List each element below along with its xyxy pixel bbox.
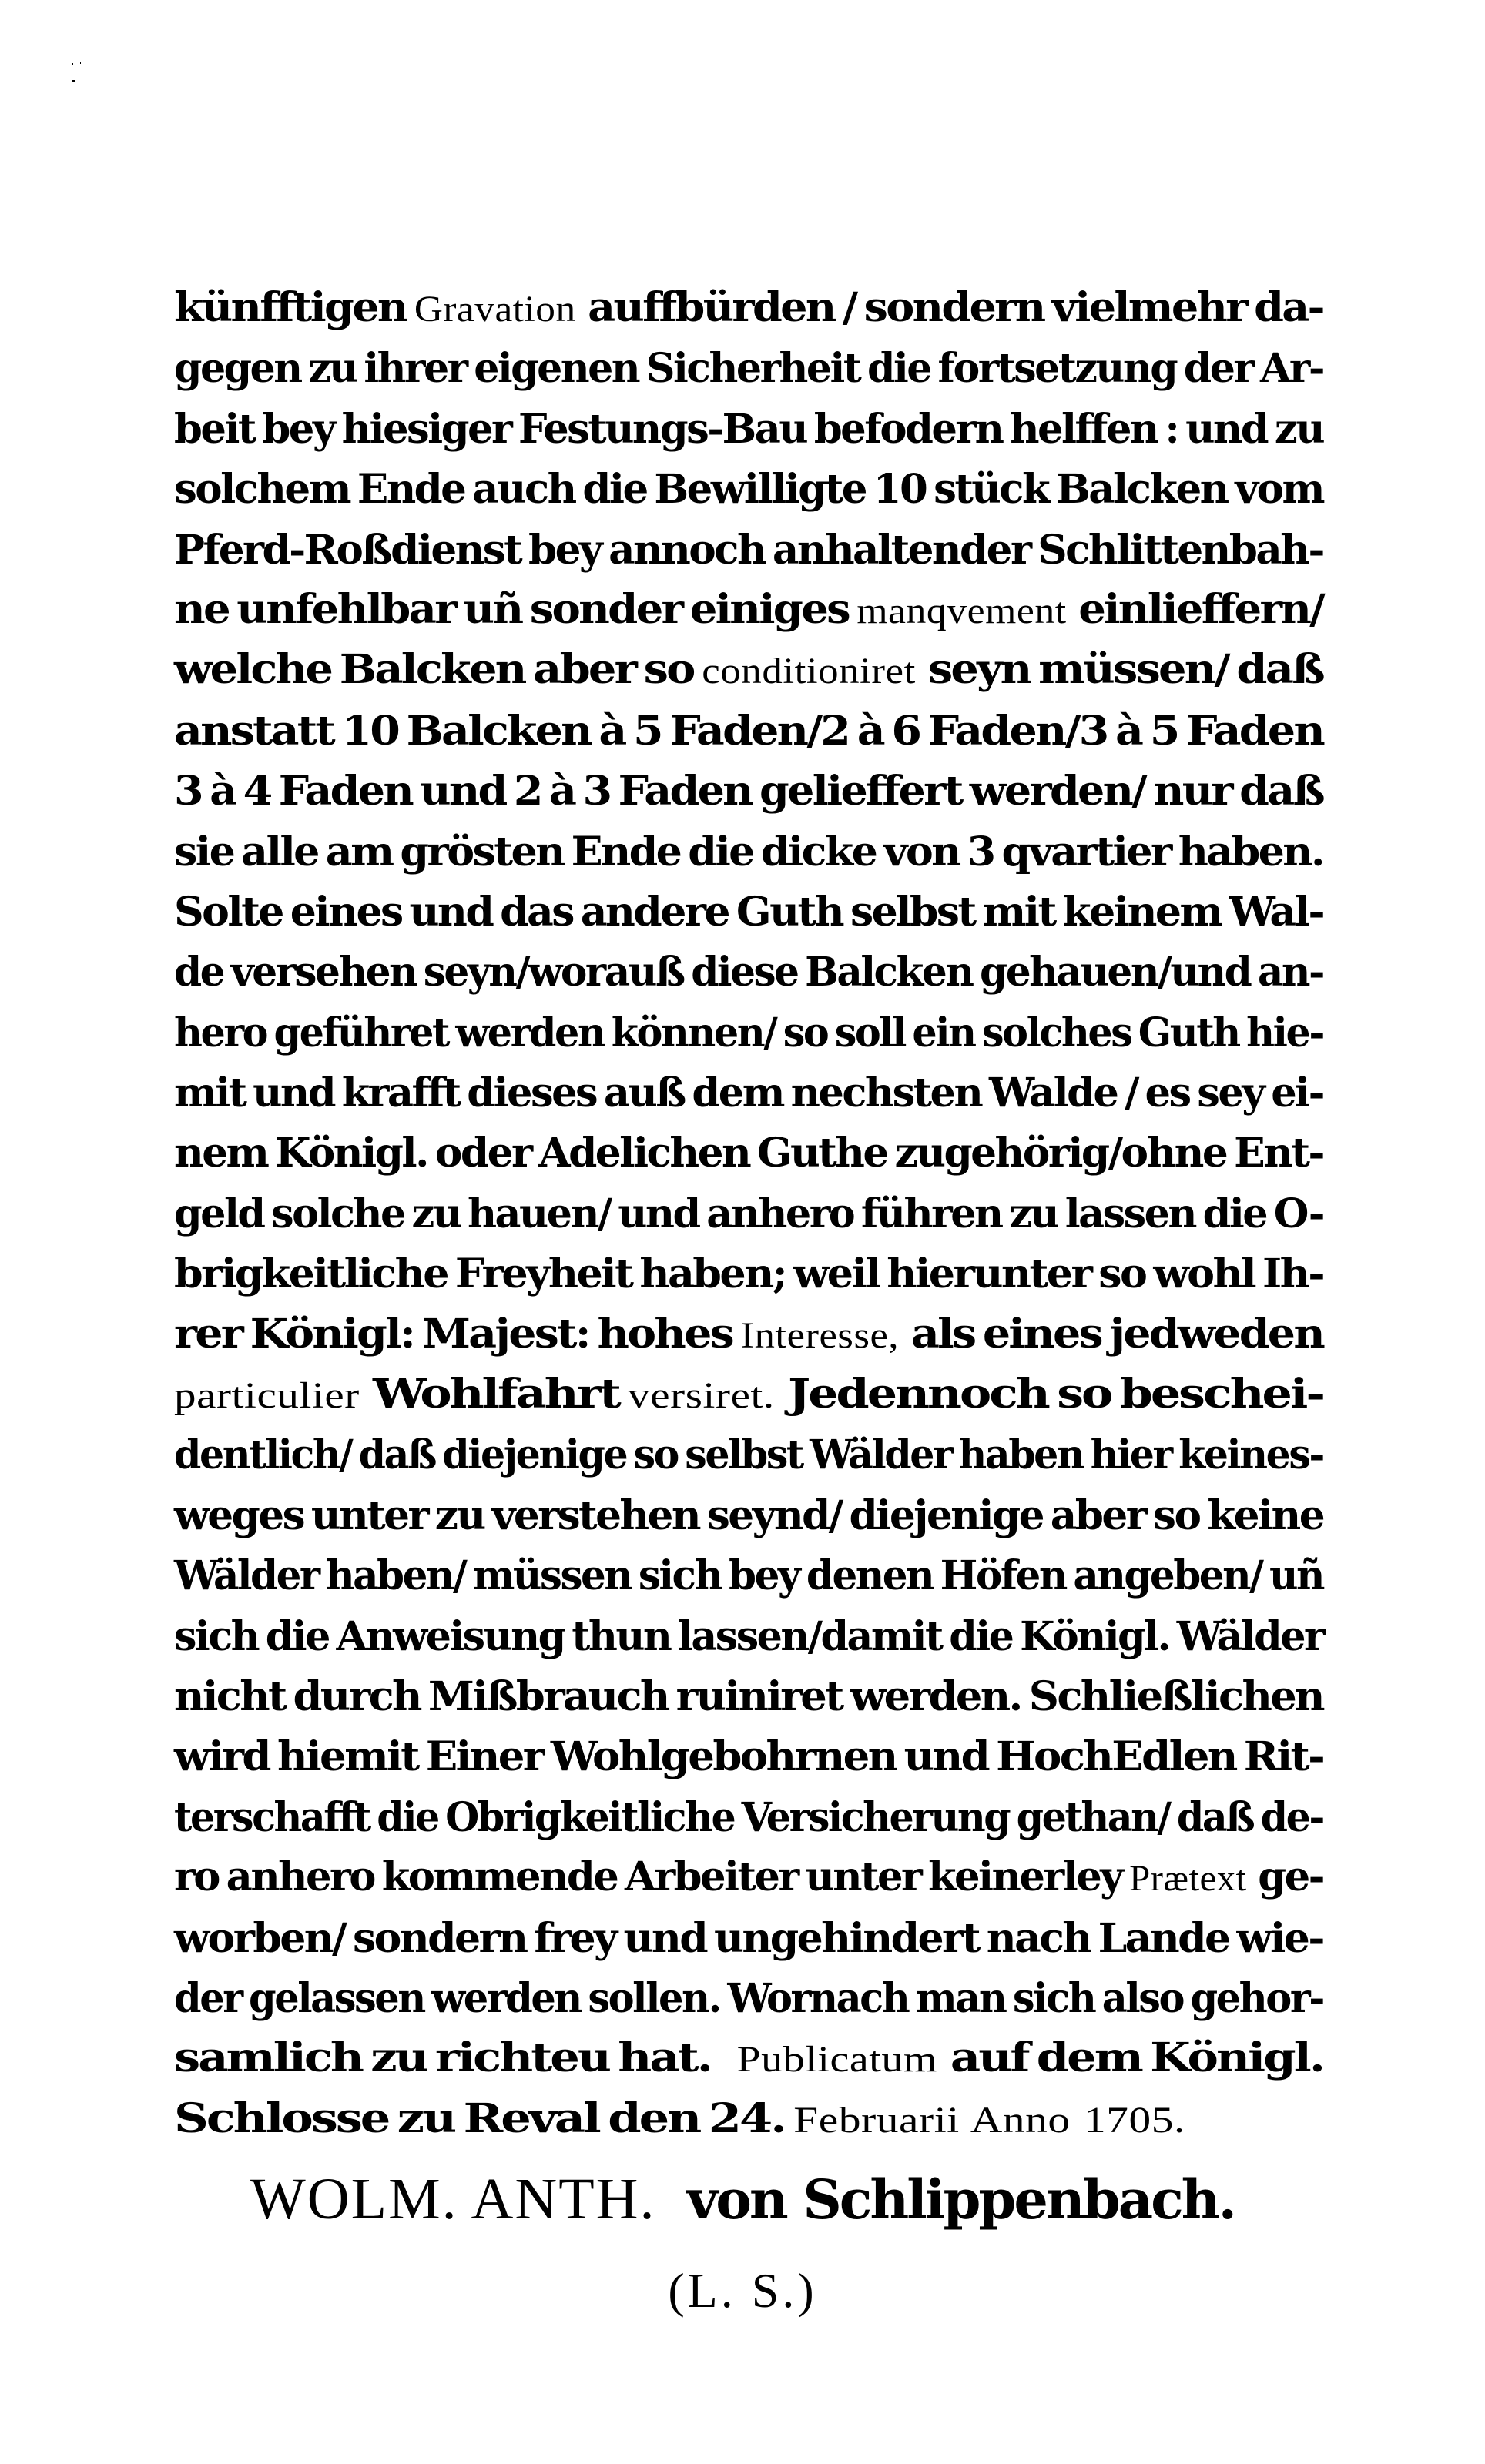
text-line-content xyxy=(174,701,1323,762)
fraktur-text: dentlich/ daß diejenige so selbst Wälder haben hier keines- xyxy=(174,1431,1323,1479)
text-line-content xyxy=(174,1667,1323,1727)
text-line xyxy=(174,762,1323,822)
fraktur-text: auf dem Königl. xyxy=(950,2034,1324,2082)
text-line-content xyxy=(174,580,1323,641)
fraktur-text: Wohlfahrt xyxy=(373,1371,629,1418)
fraktur-text: solchem Ende auch die Bewilligte 10 stück Balcken vom xyxy=(174,466,1323,514)
text-line xyxy=(174,460,1323,520)
fraktur-text: wird hiemit Einer Wohlgebohrnen und HochEdlen Rit- xyxy=(174,1733,1324,1781)
text-line-content xyxy=(174,1788,1323,1848)
signatory-name: WOLM. ANTH. xyxy=(250,2167,656,2231)
text-line-content xyxy=(174,1063,1323,1123)
text-line xyxy=(174,1909,1323,1969)
text-line xyxy=(174,822,1323,882)
latin-word: versiret. xyxy=(628,1375,788,1417)
fraktur-text: terschafft die Obrigkeitliche Versicherung gethan/ daß de- xyxy=(174,1793,1323,1841)
fraktur-text: samlich zu richteu hat. xyxy=(174,2034,737,2082)
latin-word: Interesse, xyxy=(740,1314,911,1356)
latin-word: particulier xyxy=(174,1375,374,1417)
text-line-content xyxy=(174,521,1323,581)
text-line-content xyxy=(174,1909,1323,1969)
fraktur-text: Pferd-Roßdienst bey annoch anhaltender Schlittenbah- xyxy=(174,526,1323,574)
fraktur-text: anstatt 10 Balcken à 5 Faden/2 à 6 Faden/3 à 5 Faden xyxy=(174,707,1323,755)
text-line xyxy=(174,1305,1323,1365)
text-line-content xyxy=(174,1304,1323,1366)
fraktur-text: ne unfehlbar uñ sonder einiges xyxy=(174,585,857,633)
fraktur-text: rer Königl: Majest: hohes xyxy=(174,1310,741,1358)
fraktur-text: weges unter zu verstehen seynd/ diejenige aber so keine xyxy=(174,1491,1324,1539)
latin-word: Februarii Anno 1705. xyxy=(793,2099,1185,2141)
text-line xyxy=(174,942,1323,1003)
fraktur-text: auffbürden / sondern vielmehr da- xyxy=(588,284,1323,331)
text-line-content xyxy=(174,1244,1323,1304)
latin-word: conditioniret xyxy=(702,651,928,692)
text-line-content xyxy=(174,1607,1323,1667)
text-line xyxy=(174,1727,1323,1787)
fraktur-text: worben/ sondern frey und ungehindert nach Lande wie- xyxy=(174,1914,1323,1962)
text-line-content xyxy=(174,1003,1323,1063)
fraktur-text: de versehen seyn/worauß diese Balcken gehauen/und an- xyxy=(174,949,1323,996)
text-line xyxy=(174,1244,1323,1304)
seal-mark: (L. S.) xyxy=(668,2263,817,2318)
text-line-content xyxy=(174,822,1323,882)
text-line xyxy=(174,882,1323,942)
fraktur-text: hero geführet werden können/ so soll ein solches Guth hie- xyxy=(174,1009,1323,1056)
text-line xyxy=(174,339,1323,399)
latin-word: manqvement xyxy=(856,590,1079,631)
text-line-content xyxy=(174,1425,1323,1485)
fraktur-text: 3 à 4 Faden und 2 à 3 Faden gelieffert werden/ nur daß xyxy=(174,768,1323,815)
text-line xyxy=(174,701,1323,762)
fraktur-text: nem Königl. oder Adelichen Guthe zugehörig/ohne Ent- xyxy=(174,1130,1323,1177)
text-line-content xyxy=(174,762,1323,822)
text-line xyxy=(174,400,1323,460)
text-line-content xyxy=(174,1847,1323,1909)
text-line xyxy=(174,1788,1323,1848)
text-line xyxy=(174,1486,1323,1546)
latin-word: Gravation xyxy=(414,289,588,330)
proclamation-body-text xyxy=(174,279,1323,2150)
scan-speck xyxy=(80,62,81,64)
scan-speck xyxy=(72,63,73,65)
fraktur-text: gegen zu ihrer eigenen Sicherheit die fortsetzung der Ar- xyxy=(174,345,1323,393)
text-line-content xyxy=(174,1184,1323,1244)
fraktur-text: einlieffern/ xyxy=(1078,585,1324,633)
fraktur-text: sich die Anweisung thun lassen/damit die Königl. Wälder xyxy=(174,1612,1323,1660)
text-line-content xyxy=(174,1727,1323,1787)
text-line-content xyxy=(174,2028,1323,2090)
fraktur-text: als eines jedweden xyxy=(910,1310,1324,1358)
fraktur-text: Jedennoch so beschei- xyxy=(787,1371,1324,1418)
fraktur-text: brigkeitliche Freyheit haben; weil hierunter so wohl Ih- xyxy=(174,1250,1324,1298)
text-line xyxy=(174,1425,1323,1485)
text-line-content xyxy=(174,1969,1323,2029)
text-line xyxy=(174,279,1323,339)
text-line xyxy=(174,1003,1323,1063)
text-line xyxy=(174,2090,1323,2150)
text-line-content xyxy=(174,400,1323,460)
text-line xyxy=(174,1607,1323,1667)
text-line-content xyxy=(174,882,1323,942)
text-line xyxy=(174,1667,1323,1727)
latin-word: Publicatum xyxy=(736,2039,950,2081)
fraktur-text: welche Balcken aber so xyxy=(174,646,702,694)
fraktur-text: nicht durch Mißbrauch ruiniret werden. Schließlichen xyxy=(174,1672,1323,1720)
text-line xyxy=(174,641,1323,701)
fraktur-text: Schlosse zu Reval den 24. xyxy=(174,2094,794,2142)
text-line xyxy=(174,1184,1323,1244)
text-line xyxy=(174,521,1323,581)
text-line-content xyxy=(174,1364,1323,1426)
text-line-content xyxy=(174,339,1323,399)
text-line-content xyxy=(174,1123,1323,1183)
text-line xyxy=(174,1123,1323,1183)
fraktur-text: Solte eines und das andere Guth selbst mit keinem Wal- xyxy=(174,888,1324,936)
fraktur-text: ro anhero kommende Arbeiter unter keinerley xyxy=(174,1853,1130,1901)
fraktur-text: der gelassen werden sollen. Wornach man sich also gehor- xyxy=(174,1974,1323,2022)
fraktur-text: sie alle am grösten Ende die dicke von 3 qvartier haben. xyxy=(174,828,1323,875)
scan-speck xyxy=(72,80,75,82)
signature-block xyxy=(0,2161,1485,2238)
text-line-content xyxy=(174,640,1323,701)
text-line-content xyxy=(174,278,1323,340)
latin-word: Prætext xyxy=(1129,1858,1259,1900)
text-line xyxy=(174,1365,1323,1425)
signatory-surname: von Schlippenbach. xyxy=(686,2168,1235,2231)
text-line xyxy=(174,1063,1323,1123)
text-line-content xyxy=(174,1546,1323,1606)
fraktur-text: Wälder haben/ müssen sich bey denen Höfen angeben/ uñ xyxy=(174,1552,1324,1600)
text-line-content xyxy=(174,1486,1323,1546)
text-line xyxy=(174,1969,1323,2029)
text-line-content xyxy=(174,2089,1185,2151)
fraktur-text: ge- xyxy=(1258,1853,1323,1901)
text-line xyxy=(174,1848,1323,1908)
fraktur-text: künfftigen xyxy=(174,284,414,331)
fraktur-text: mit und krafft dieses auß dem nechsten Walde / es sey ei- xyxy=(174,1070,1323,1117)
text-line-content xyxy=(174,460,1323,520)
text-line xyxy=(174,1546,1323,1606)
text-line-content xyxy=(174,942,1323,1003)
text-line xyxy=(174,581,1323,641)
fraktur-text: beit bey hiesiger Festungs-Bau befodern helffen : und zu xyxy=(174,405,1324,453)
text-line xyxy=(174,2029,1323,2089)
fraktur-text: seyn müssen/ daß xyxy=(927,646,1323,694)
fraktur-text: geld solche zu hauen/ und anhero führen zu lassen die O- xyxy=(174,1190,1324,1237)
